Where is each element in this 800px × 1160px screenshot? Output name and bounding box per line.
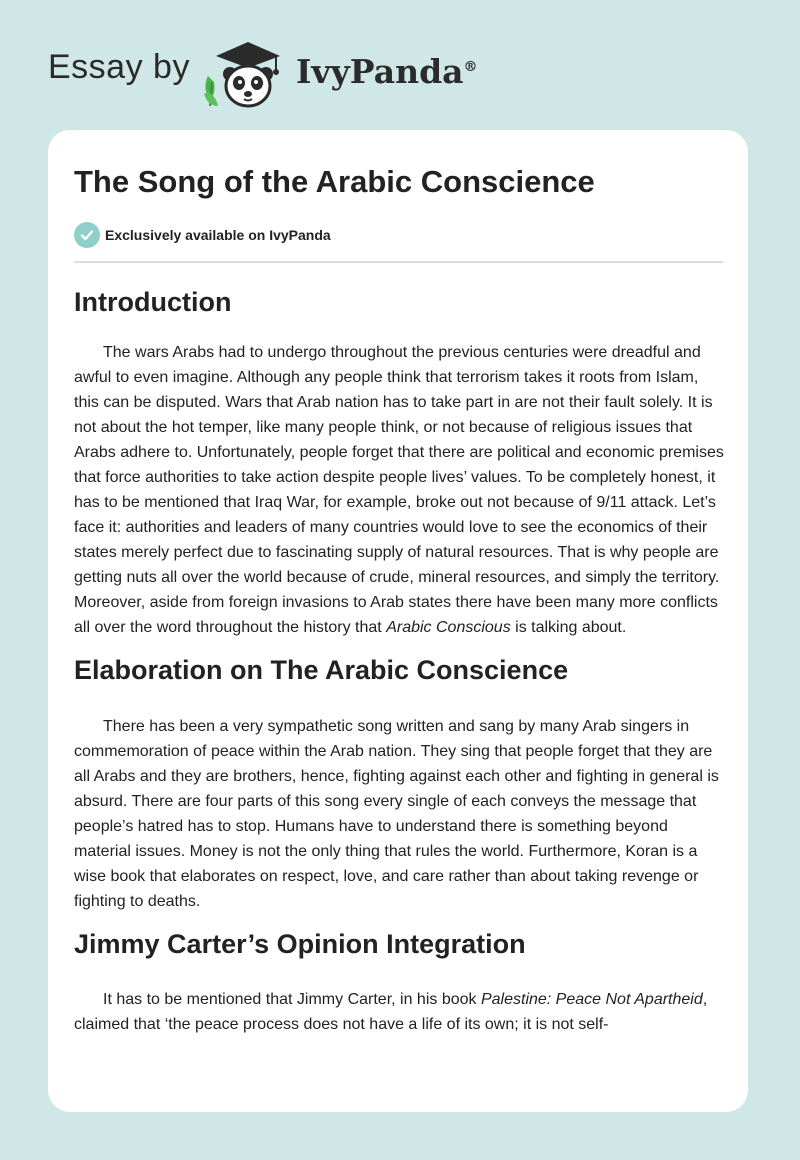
panda-logo-icon <box>200 36 292 112</box>
brand-name[interactable] <box>296 52 478 91</box>
section-heading-introduction: Introduction <box>74 287 232 317</box>
section-heading-elaboration: Elaboration on The Arabic Conscience <box>74 655 569 686</box>
intro-italic-text: Arabic Conscious <box>386 619 511 637</box>
checkmark-icon <box>74 222 100 248</box>
section-paragraph-introduction <box>74 340 724 640</box>
section-paragraph-elaboration: There has been a very sympathetic song written and sang by many Arab singers in commemoration of peace within the Arab nation. They sing that people forget that they are all Arabs and they are brothers, hence, fighting against each other and fighting in general is absurd. There are four parts of this song every single of each conveys the message that people’s hatred has to stop. Humans have to understand there is something beyond material issues. Money is not the only thing that rules the world. Furthermore, Koran is a wise book that elaborates on respect, love, and care rather than about taking revenge or fighting to deaths. <box>74 717 719 910</box>
divider <box>74 261 723 263</box>
site-header <box>0 0 800 120</box>
essay-card <box>48 130 748 1112</box>
jimmy-text-start: It has to be mentioned that Jimmy Carter, in his book <box>103 991 481 1009</box>
intro-text: The wars Arabs had to undergo throughout the previous centuries were dreadful and awful to even imagine. Although any people think that terrorism takes it roots from Islam, this can be disputed. Wars that Arab nation has to take part in are not their fault solely. It is not about the hot temper, like many people think, or not because of religious issues that Arabs adhere to. Unfortunately, people forget that there are political and economic premises that force authorities to take action despite people lives’ values. To be completely honest, it has to be mentioned that Iraq War, for example, broke out not because of 9/11 attack. Let’s face it: authorities and leaders of many countries would love to see the economics of their states merely perfect due to fascinating supply of natural resources. That is why people are getting nuts all over the world because of crude, mineral resources, and simply the territory. Moreover, aside from foreign invasions to Arab states there have been many more conflicts all over the word throughout the history that <box>74 344 724 637</box>
section-heading-jimmy-carter: Jimmy Carter’s Opinion Integration <box>74 928 526 959</box>
exclusive-label: Exclusively available on IvyPanda <box>105 227 331 243</box>
jimmy-text-end: , claimed that ‘the peace process does not have a life of its own; it is not self- <box>74 991 708 1034</box>
book-title-italic: Palestine: Peace Not Apartheid <box>480 991 703 1009</box>
exclusive-badge <box>74 222 331 248</box>
page-title: The Song of the Arabic Conscience <box>74 164 595 199</box>
intro-text-end: is talking about. <box>510 619 627 637</box>
section-paragraph-jimmy-carter <box>74 987 724 1037</box>
registered-mark: ® <box>463 59 478 75</box>
brand-text: IvyPanda <box>296 52 464 91</box>
essay-by-label: Essay by <box>48 48 190 86</box>
essay-content <box>74 278 724 1037</box>
